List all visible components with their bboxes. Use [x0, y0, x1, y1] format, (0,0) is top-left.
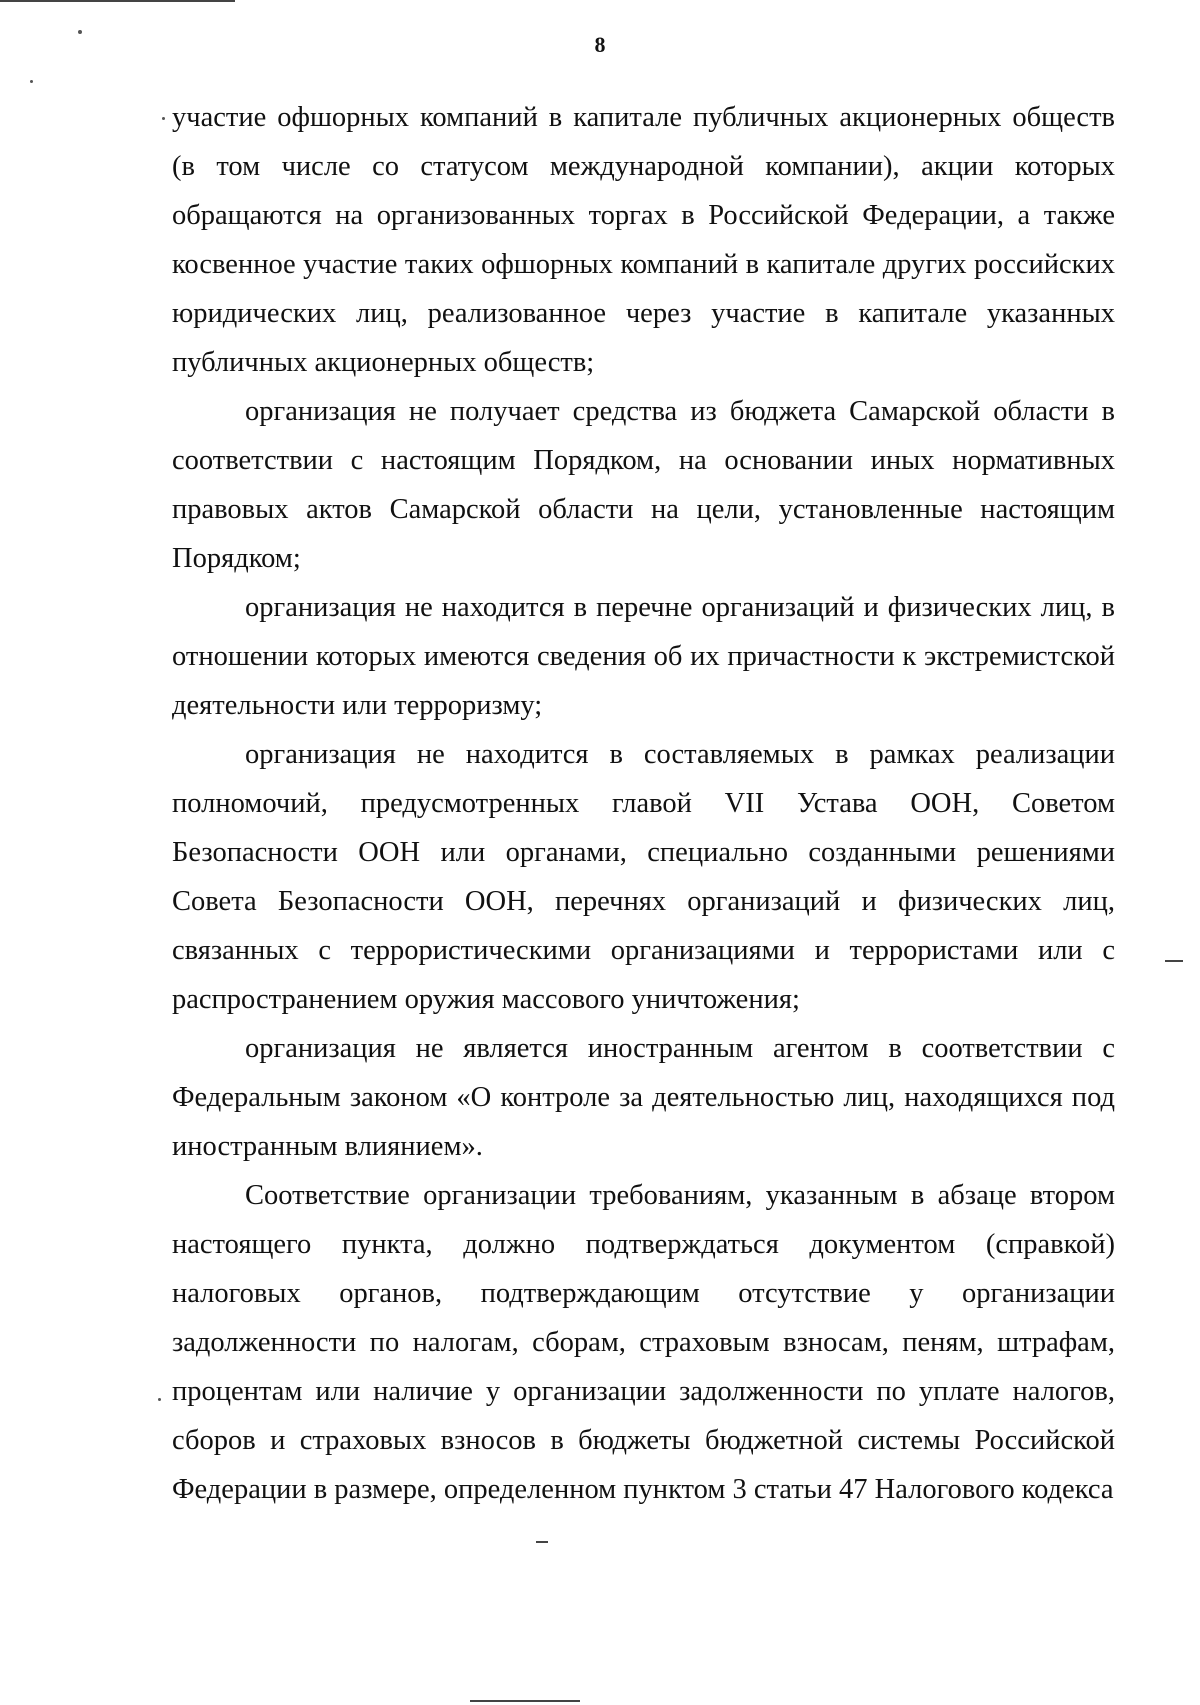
paragraph-un-security-council-list: организация не находится в составляемых в рамках реализации полномочий, предусмотренных главой VII Устава ООН, Советом Безопасности ООН или органами, специально созданными решениями Совета Безопасности ООН, перечнях организаций и физических лиц, связанных с террористическими организациями и террористами или с распространением оружия массового уничтожения; [172, 739, 1115, 1015]
scan-dot [158, 1398, 161, 1401]
paragraph-extremism-list: организация не находится в перечне организаций и физических лиц, в отношении которых имеются сведения об их причастности к экстремистской деятельности или терроризму; [172, 592, 1115, 721]
scan-edge-line-top [0, 0, 235, 2]
paragraph-budget-funds: организация не получает средства из бюджета Самарской области в соответствии с настоящим Порядком, на основании иных нормативных правовых актов Самарской области на цели, установленные настоящим Порядком; [172, 396, 1115, 574]
scan-dash [536, 1541, 548, 1543]
document-body [172, 93, 1115, 1514]
scan-dash [1165, 960, 1183, 962]
page-number: 8 [594, 32, 606, 57]
scan-dot [162, 117, 165, 120]
paragraph-offshore-participation: участие офшорных компаний в капитале публичных акционерных обществ (в том числе со статусом международной компании), акции которых обращаются на организованных торгах в Российской Федерации, а также косвенное участие таких офшорных компаний в капитале других российских юридических лиц, реализованное через участие в капитале указанных публичных акционерных обществ; [172, 102, 1115, 378]
paragraph-tax-certificate: Соответствие организации требованиям, указанным в абзаце втором настоящего пункта, должно подтверждаться документом (справкой) налоговых органов, подтверждающим отсутствие у организации задолженности по налогам, сборам, страховым взносам, пеням, штрафам, процентам или наличие у организации задолженности по уплате налогов, сборов и страховых взносов в бюджеты бюджетной системы Российской Федерации в размере, определенном пунктом 3 статьи 47 Налогового кодекса [172, 1180, 1115, 1505]
paragraph-foreign-agent: организация не является иностранным агентом в соответствии с Федеральным законом «О контроле за деятельностью лиц, находящихся под иностранным влиянием». [172, 1033, 1115, 1162]
scan-dot [30, 80, 33, 83]
scan-edge-line-bottom [470, 1700, 580, 1702]
